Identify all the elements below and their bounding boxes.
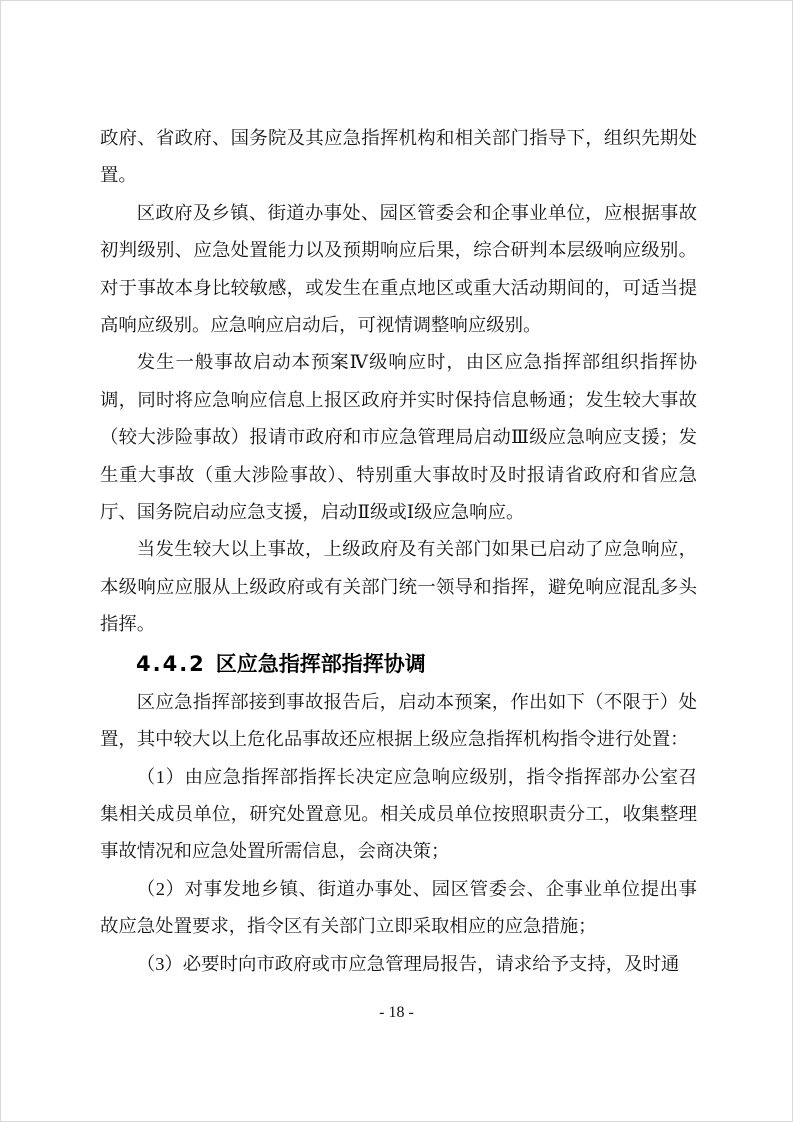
body-paragraph: 区政府及乡镇、街道办事处、园区管委会和企事业单位，应根据事故初判级别、应急处置能力以及预期响应后果，综合研判本层级响应级别。对于事故本身比较敏感，或发生在重点地区或重大活动期间的，可适当提高响应级别。应急响应启动后，可视情调整响应级别。	[100, 202, 697, 336]
body-paragraph: 发生一般事故启动本预案Ⅳ级响应时，由区应急指挥部组织指挥协调，同时将应急响应信息上报区政府并实时保持信息畅通；发生较大事故（较大涉险事故）报请市政府和市应急管理局启动Ⅲ级应急响应支援；发生重大事故（重大涉险事故）、特别重大事故时及时报请省政府和省应急厅、国务院启动应急支援，启动Ⅱ级或Ⅰ级应急响应。	[100, 352, 697, 523]
body-paragraph-numbered-item: （1）由应急指挥部指挥长决定应急响应级别，指令指挥部办公室召集相关成员单位，研究处置意见。相关成员单位按照职责分工，收集整理事故情况和应急处置所需信息，会商决策；	[100, 766, 697, 862]
body-paragraph-numbered-item: （3）必要时向市政府或市应急管理局报告，请求给予支持，及时通	[136, 953, 680, 974]
section-heading-number: 4.4.2	[136, 651, 206, 676]
page-number: - 18 -	[379, 1004, 414, 1021]
body-paragraph-continuation: 政府、省政府、国务院及其应急指挥机构和相关部门指导下，组织先期处置。	[100, 128, 697, 186]
body-paragraph: 当发生较大以上事故，上级政府及有关部门如果已启动了应急响应，本级响应应服从上级政府或有关部门统一领导和指挥，避免响应混乱多头指挥。	[100, 539, 697, 635]
body-paragraph: 区应急指挥部接到事故报告后，启动本预案，作出如下（不限于）处置，其中较大以上危化品事故还应根据上级应急指挥机构指令进行处置：	[100, 691, 697, 750]
section-heading	[100, 644, 697, 684]
section-heading-title: 区应急指挥部指挥协调	[215, 651, 426, 676]
body-paragraph-numbered-item: （2）对事发地乡镇、街道办事处、园区管委会、企事业单位提出事故应急处置要求，指令区有关部门立即采取相应的应急措施；	[100, 878, 697, 937]
text-body	[100, 120, 697, 983]
